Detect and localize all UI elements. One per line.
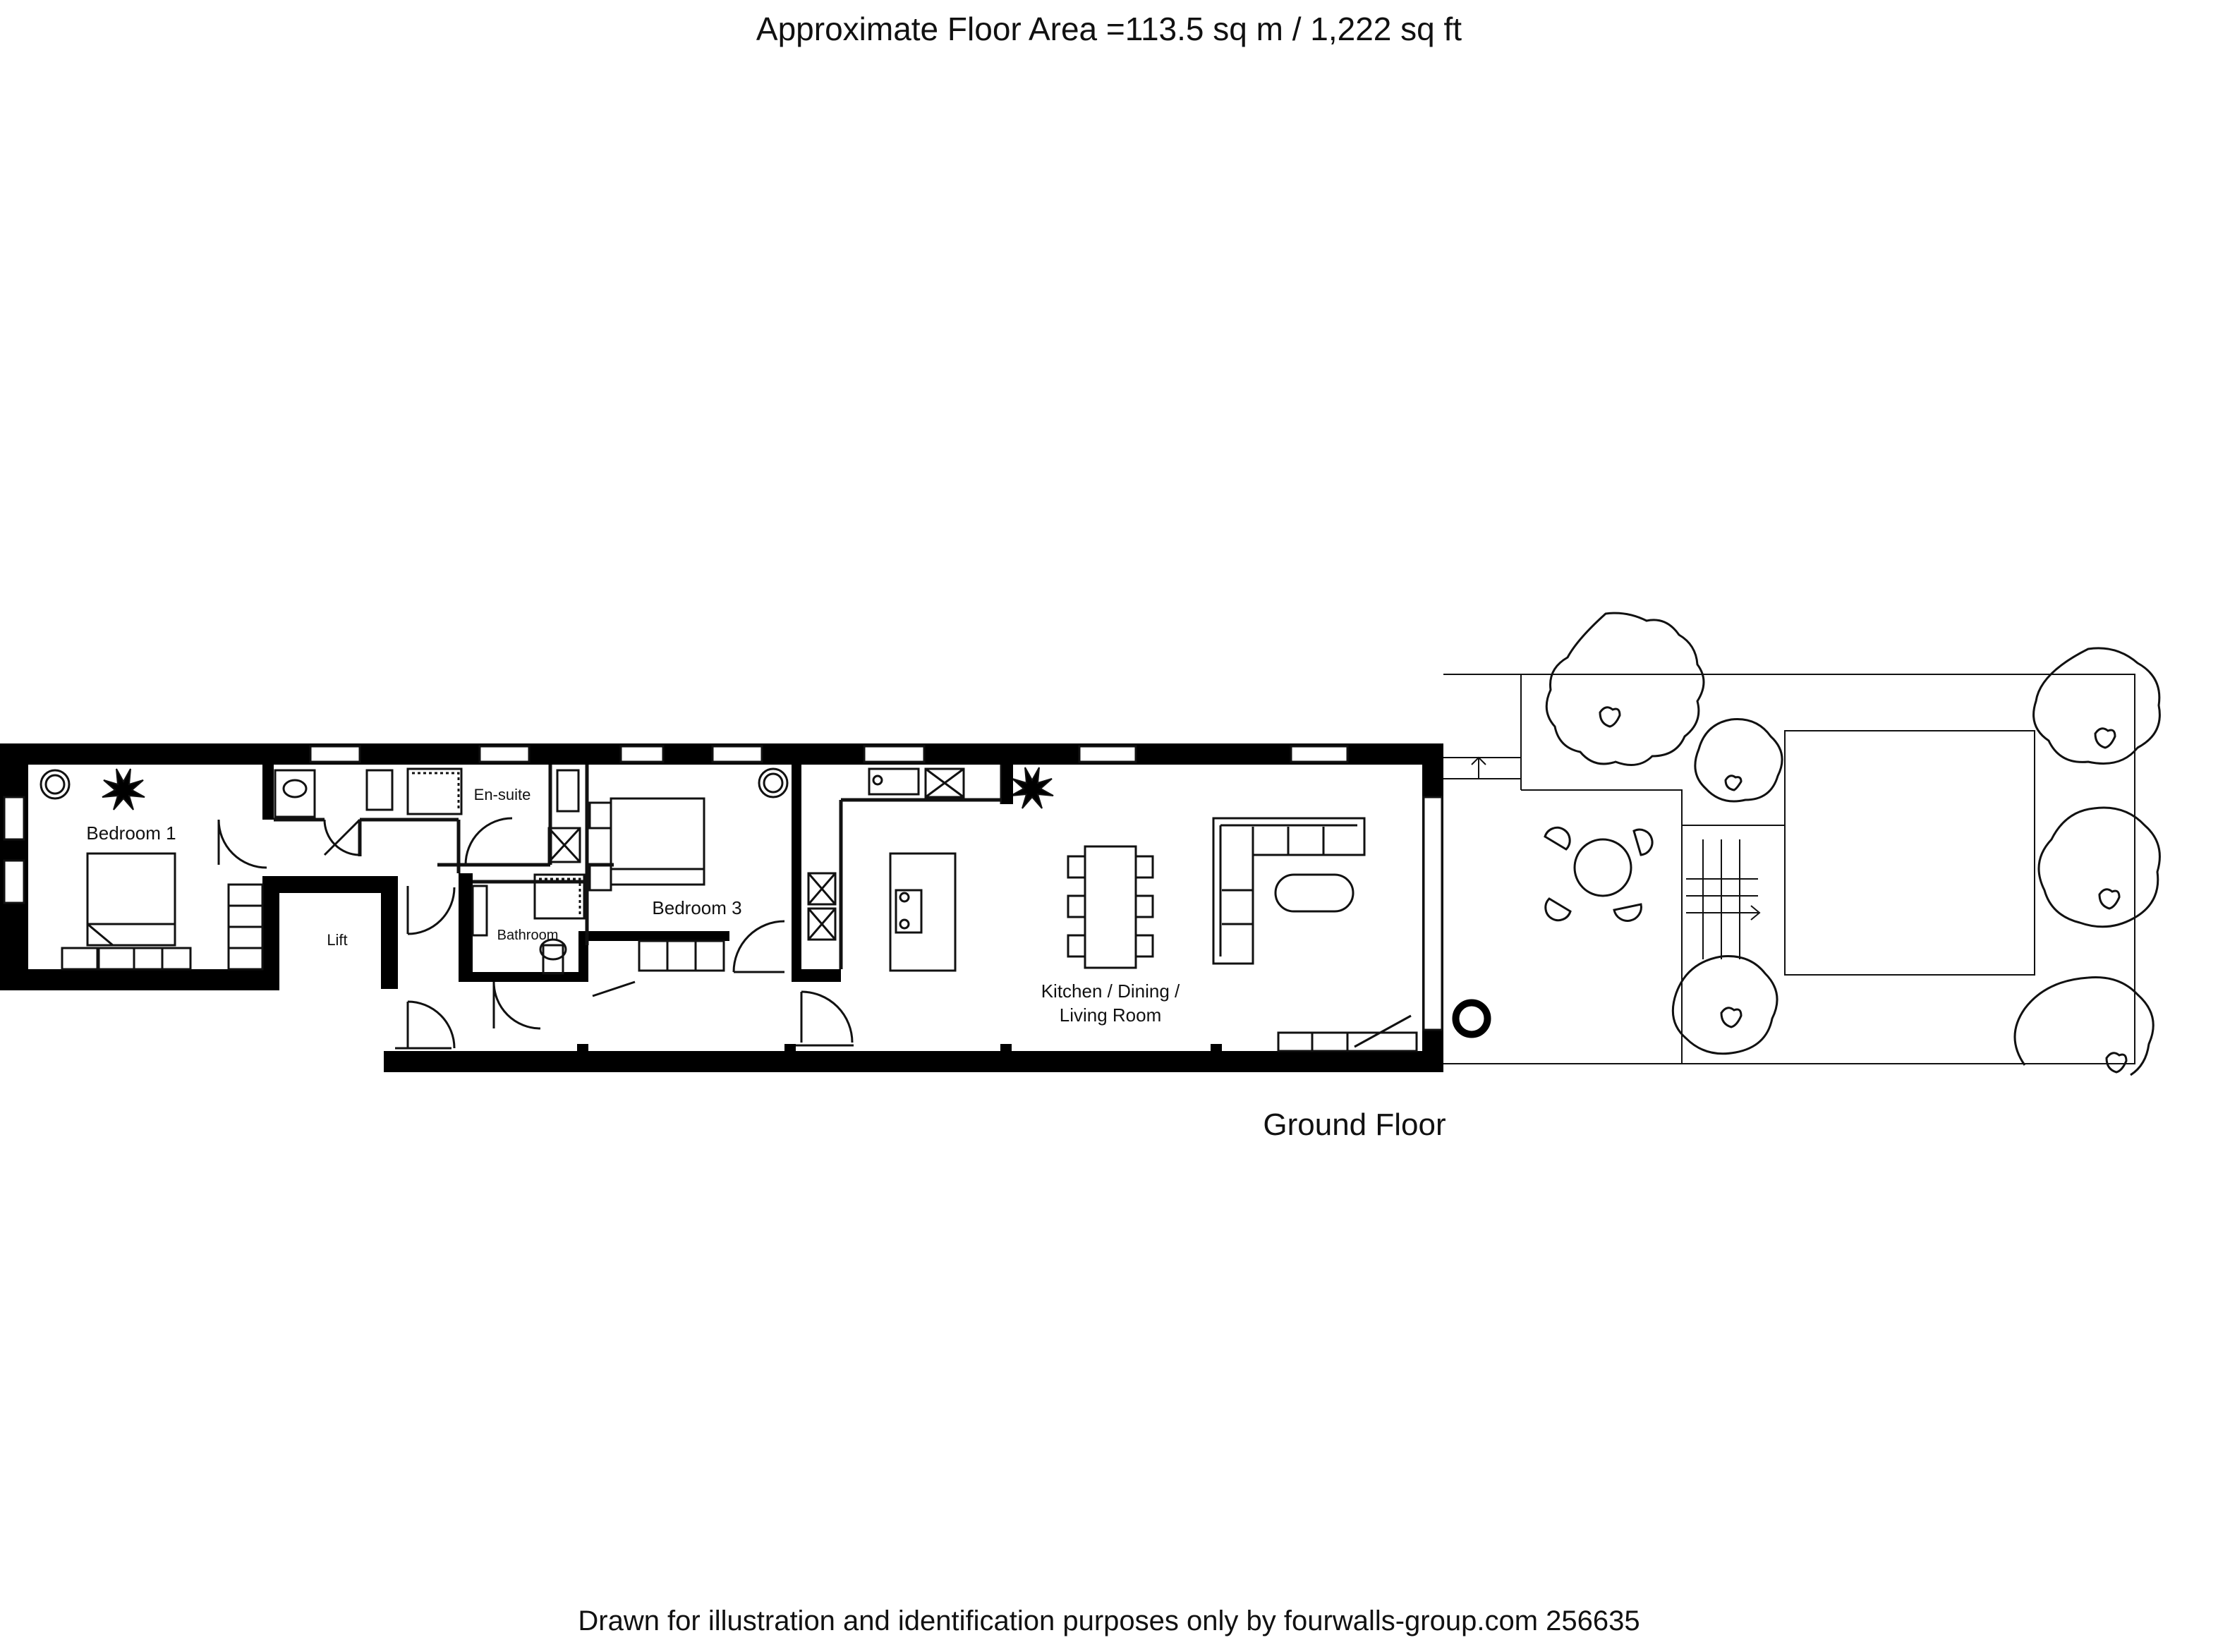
garden (1443, 674, 2135, 1064)
patio-table (1545, 827, 1652, 921)
room-label-bedroom-3: Bedroom 3 (652, 897, 742, 918)
bathroom-fixtures (473, 875, 584, 973)
en-suite-fixtures (275, 769, 580, 862)
disclaimer-footer: Drawn for illustration and identification purposes only by fourwalls-group.com 256635 (578, 1605, 1640, 1636)
floor-label: Ground Floor (1263, 1107, 1446, 1142)
room-label-kitchen-line1: Kitchen / Dining / (1041, 980, 1180, 1002)
bedroom-1-furniture (41, 770, 262, 969)
room-label-bathroom: Bathroom (497, 928, 559, 943)
room-label-lift: Lift (327, 931, 348, 949)
room-label-bedroom-1: Bedroom 1 (86, 822, 176, 844)
room-label-kitchen-line2: Living Room (1059, 1004, 1162, 1026)
room-label-en-suite: En-suite (473, 786, 531, 803)
floor-area-title: Approximate Floor Area =113.5 sq m / 1,222 sq ft (756, 11, 1462, 47)
